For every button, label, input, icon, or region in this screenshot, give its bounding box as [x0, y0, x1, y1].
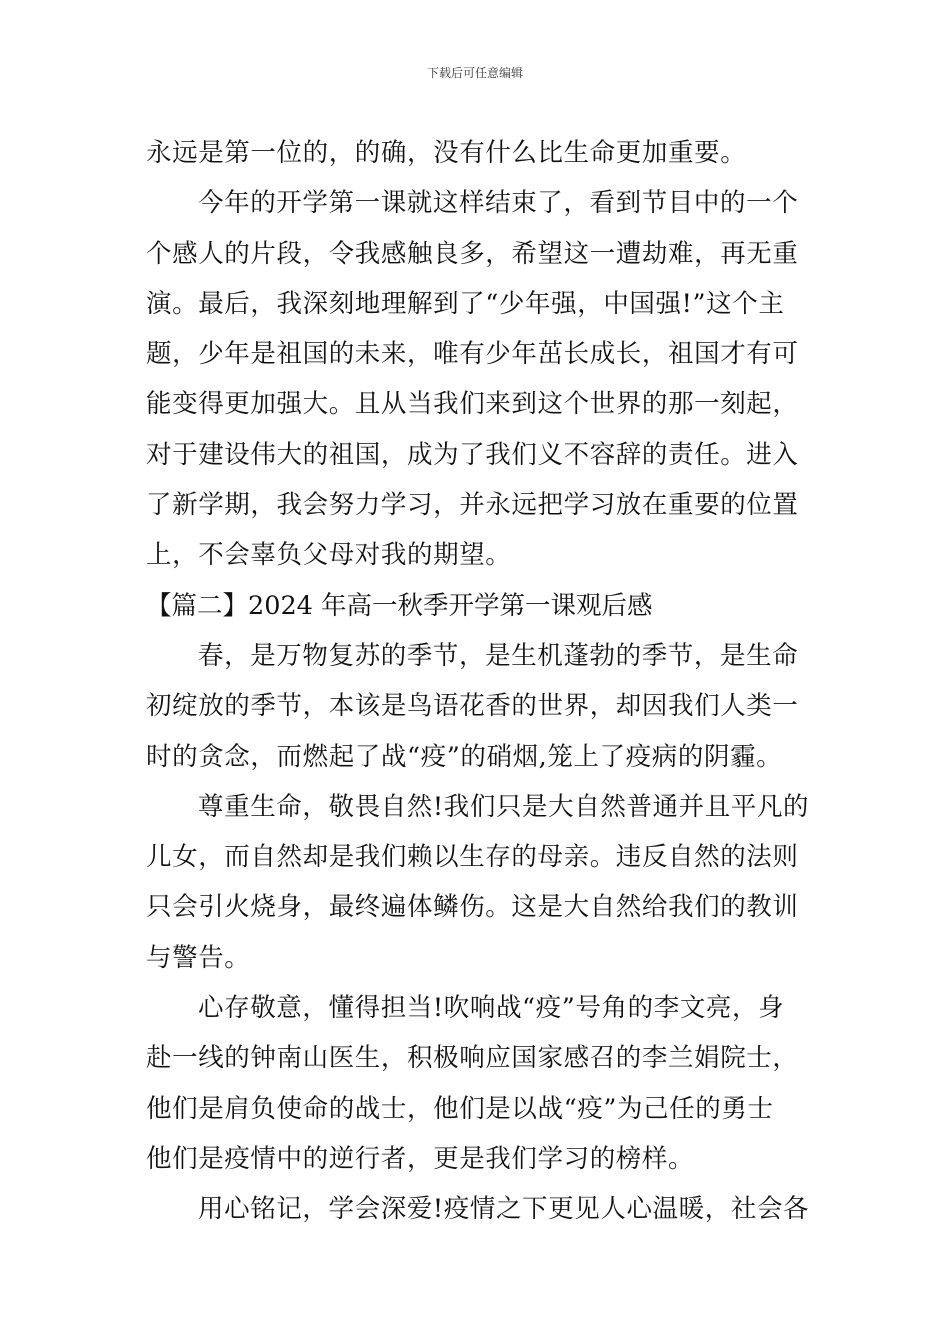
- text-line: 只会引火烧身，最终遍体鳞伤。这是大自然给我们的教训: [146, 892, 799, 923]
- paragraph: [146, 782, 818, 983]
- text-line: 个感人的片段，令我感触良多，希望这一遭劫难，再无重: [146, 238, 799, 269]
- text-line: 儿女，而自然却是我们赖以生存的母亲。违反自然的法则: [146, 842, 799, 873]
- text-line: 了新学期，我会努力学习，并永远把学习放在重要的位置: [146, 490, 799, 521]
- text-line: 今年的开学第一课就这样结束了，看到节目中的一个: [198, 188, 799, 219]
- text-line: 他们是疫情中的逆行者，更是我们学习的榜样。: [146, 1143, 695, 1174]
- text-line: 初绽放的季节，本该是鸟语花香的世界，却因我们人类一: [146, 691, 799, 722]
- text-line: 对于建设伟大的祖国，成为了我们义不容辞的责任。进入: [146, 439, 799, 470]
- text-line: 能变得更加强大。且从当我们来到这个世界的那一刻起，: [146, 389, 799, 420]
- section-heading: [146, 581, 818, 631]
- paragraph: [146, 983, 818, 1184]
- text-line: 永远是第一位的，的确，没有什么比生命更加重要。: [146, 138, 747, 168]
- text-line: 他们是肩负使命的战士，他们是以战“疫”为己任的勇士: [146, 1093, 774, 1124]
- text-line: 心存敬意，懂得担当!吹响战“疫”号角的李文亮，身: [198, 993, 785, 1024]
- page-header: 下载后可任意编辑: [426, 66, 523, 80]
- text-line: 演。最后，我深刻地理解到了“少年强，中国强!”这个主: [146, 288, 785, 319]
- text-line: 赴一线的钟南山医生，积极响应国家感召的李兰娟院士，: [146, 1043, 799, 1074]
- text-line: 春，是万物复苏的季节，是生机蓬勃的季节，是生命: [198, 640, 799, 671]
- text-line: 上，不会辜负父母对我的期望。: [146, 540, 512, 571]
- paragraph: [146, 631, 818, 782]
- text-line: 用心铭记，学会深爱!疫情之下更见人心温暖，社会各: [198, 1194, 810, 1225]
- paragraph: [146, 128, 818, 178]
- document-body: [146, 128, 818, 1235]
- text-line: 时的贪念，而燃起了战“疫”的硝烟,笼上了疫病的阴霾。: [146, 741, 783, 772]
- paragraph: [146, 178, 818, 580]
- heading-text: 【篇二】2024 年高一秋季开学第一课观后感: [146, 590, 653, 621]
- paragraph: [146, 1184, 818, 1234]
- text-line: 尊重生命，敬畏自然!我们只是大自然普通并且平凡的: [198, 791, 810, 822]
- text-line: 与警告。: [146, 942, 251, 973]
- text-line: 题，少年是祖国的未来，唯有少年茁长成长，祖国才有可: [146, 339, 799, 370]
